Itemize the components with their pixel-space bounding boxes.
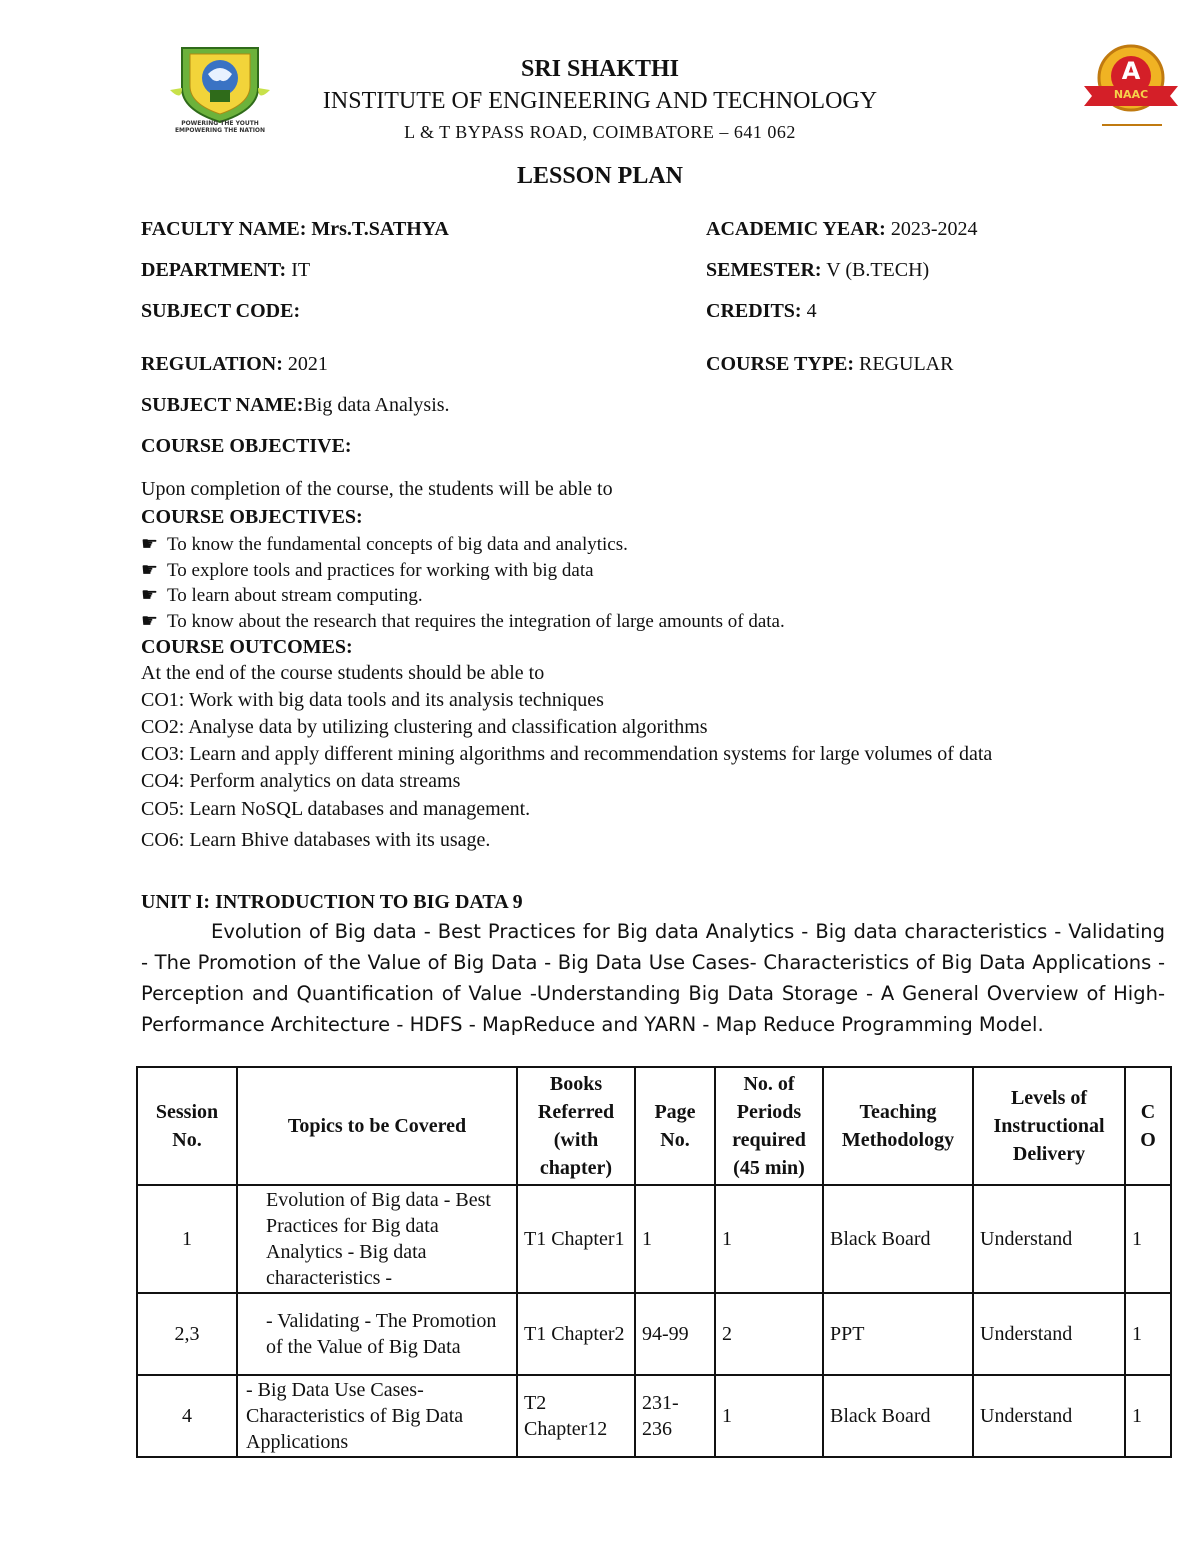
cell-co: 1 — [1125, 1293, 1171, 1375]
header-co: C O — [1125, 1067, 1171, 1185]
objective-item — [141, 584, 423, 607]
naac-logo — [1078, 40, 1184, 132]
outcome-item: CO3: Learn and apply different mining algorithms and recommendation systems for large volumes of data — [141, 743, 993, 765]
logo-caption-2: EMPOWERING THE NATION — [174, 127, 266, 134]
outcomes-intro: At the end of the course students should be able to — [141, 662, 545, 684]
cell-periods: 1 — [715, 1185, 823, 1293]
department-label: DEPARTMENT: — [141, 259, 287, 281]
faculty-label: FACULTY NAME: — [141, 218, 307, 240]
outcome-item: CO6: Learn Bhive databases with its usage. — [141, 829, 491, 851]
course-objective-heading: COURSE OBJECTIVE: — [141, 435, 352, 457]
academic-year-label: ACADEMIC YEAR: — [706, 218, 886, 240]
cell-book: T1 Chapter1 — [517, 1185, 635, 1293]
cell-level: Understand — [973, 1293, 1125, 1375]
cell-topic: Evolution of Big data - Best Practices for Big data Analytics - Big data characteristics - — [237, 1185, 517, 1293]
unit-description-text: Evolution of Big data - Best Practices for Big data Analytics - Big data characteristics - Validating - The Promotion of the Value of Big Data - Big Data Use Cases- Characteristics of Big Data Applications - Perception and Quantification of Value -Understanding Big Data Storage - A General Overview of High-Performance Architecture - HDFS - MapReduce and YARN - Map Reduce Programming Model. — [141, 920, 1165, 1036]
outcome-item: CO5: Learn NoSQL databases and management. — [141, 798, 531, 820]
header-session: Session No. — [137, 1067, 237, 1185]
semester-label: SEMESTER: — [706, 259, 822, 281]
academic-year-field — [706, 218, 977, 241]
cell-method: Black Board — [823, 1375, 973, 1457]
header-books: Books Referred (with chapter) — [517, 1067, 635, 1185]
cell-session: 1 — [137, 1185, 237, 1293]
cell-periods: 1 — [715, 1375, 823, 1457]
college-logo — [168, 40, 272, 132]
cell-session: 4 — [137, 1375, 237, 1457]
cell-co: 1 — [1125, 1185, 1171, 1293]
cell-level: Understand — [973, 1185, 1125, 1293]
cell-topic: - Big Data Use Cases- Characteristics of Big Data Applications — [237, 1375, 517, 1457]
credits-value: 4 — [801, 300, 817, 322]
course-type-value: REGULAR — [854, 353, 954, 375]
course-intro: Upon completion of the course, the students will be able to — [141, 478, 613, 500]
subject-code-label: SUBJECT CODE: — [141, 300, 301, 322]
subject-name-label: SUBJECT NAME: — [141, 394, 304, 416]
cell-periods: 2 — [715, 1293, 823, 1375]
cell-book: T2 Chapter12 — [517, 1375, 635, 1457]
subject-code-field — [141, 300, 300, 323]
unit-description — [141, 916, 1165, 1040]
cell-page: 1 — [635, 1185, 715, 1293]
table-header-row — [137, 1067, 1171, 1185]
table-row — [137, 1185, 1171, 1293]
cell-level: Understand — [973, 1375, 1125, 1457]
objective-text: To know the fundamental concepts of big data and analytics. — [167, 534, 628, 555]
department-field — [141, 259, 310, 282]
header-page: Page No. — [635, 1067, 715, 1185]
table-row — [137, 1293, 1171, 1375]
unit-title: UNIT I: INTRODUCTION TO BIG DATA 9 — [141, 891, 523, 913]
cell-session: 2,3 — [137, 1293, 237, 1375]
outcome-item: CO2: Analyse data by utilizing clustering and classification algorithms — [141, 716, 708, 738]
lesson-plan-table — [136, 1066, 1172, 1458]
header-topics: Topics to be Covered — [237, 1067, 517, 1185]
academic-year-value: 2023-2024 — [885, 218, 978, 240]
objective-item — [141, 533, 628, 556]
header-method: Teaching Methodology — [823, 1067, 973, 1185]
semester-value: V (B.TECH) — [821, 259, 930, 281]
regulation-value: 2021 — [282, 353, 328, 375]
cell-method: Black Board — [823, 1185, 973, 1293]
cell-co: 1 — [1125, 1375, 1171, 1457]
objective-text: To know about the research that requires the integration of large amounts of data. — [167, 611, 785, 632]
cell-page: 94-99 — [635, 1293, 715, 1375]
semester-field — [706, 259, 929, 282]
outcome-item: CO1: Work with big data tools and its analysis techniques — [141, 689, 604, 711]
logo-caption-1: POWERING THE YOUTH — [181, 120, 259, 127]
regulation-label: REGULATION: — [141, 353, 283, 375]
institute-full-name: INSTITUTE OF ENGINEERING AND TECHNOLOGY — [322, 88, 878, 114]
pointing-hand-icon: ☛ — [141, 611, 159, 632]
course-type-field — [706, 353, 953, 376]
outcome-item: CO4: Perform analytics on data streams — [141, 770, 461, 792]
cell-page: 231-236 — [635, 1375, 715, 1457]
naac-grade: A — [1121, 57, 1141, 85]
pointing-hand-icon: ☛ — [141, 534, 159, 555]
faculty-name-field — [141, 218, 449, 241]
regulation-field — [141, 353, 328, 376]
naac-label: NAAC — [1113, 88, 1149, 101]
course-type-label: COURSE TYPE: — [706, 353, 854, 375]
credits-field — [706, 300, 817, 323]
cell-book: T1 Chapter2 — [517, 1293, 635, 1375]
table-row — [137, 1375, 1171, 1457]
pointing-hand-icon: ☛ — [141, 560, 159, 581]
faculty-value: Mrs.T.SATHYA — [306, 218, 449, 240]
objective-item — [141, 610, 785, 633]
pointing-hand-icon: ☛ — [141, 585, 159, 606]
course-outcomes-heading: COURSE OUTCOMES: — [141, 636, 353, 658]
institute-address: L & T BYPASS ROAD, COIMBATORE – 641 062 — [404, 122, 796, 142]
subject-name-value: Big data Analysis. — [303, 394, 450, 416]
institute-short-name: SRI SHAKTHI — [520, 56, 680, 82]
header-levels: Levels of Instructional Delivery — [973, 1067, 1125, 1185]
department-value: IT — [286, 259, 311, 281]
cell-topic: - Validating - The Promotion of the Value of Big Data — [237, 1293, 517, 1375]
objective-text: To learn about stream computing. — [167, 585, 423, 606]
course-objectives-heading: COURSE OBJECTIVES: — [141, 506, 363, 528]
cell-method: PPT — [823, 1293, 973, 1375]
document-title: LESSON PLAN — [516, 163, 684, 189]
objective-text: To explore tools and practices for working with big data — [167, 560, 594, 581]
header-periods: No. of Periods required (45 min) — [715, 1067, 823, 1185]
objective-item — [141, 559, 594, 582]
subject-name-field — [141, 394, 450, 417]
credits-label: CREDITS: — [706, 300, 802, 322]
